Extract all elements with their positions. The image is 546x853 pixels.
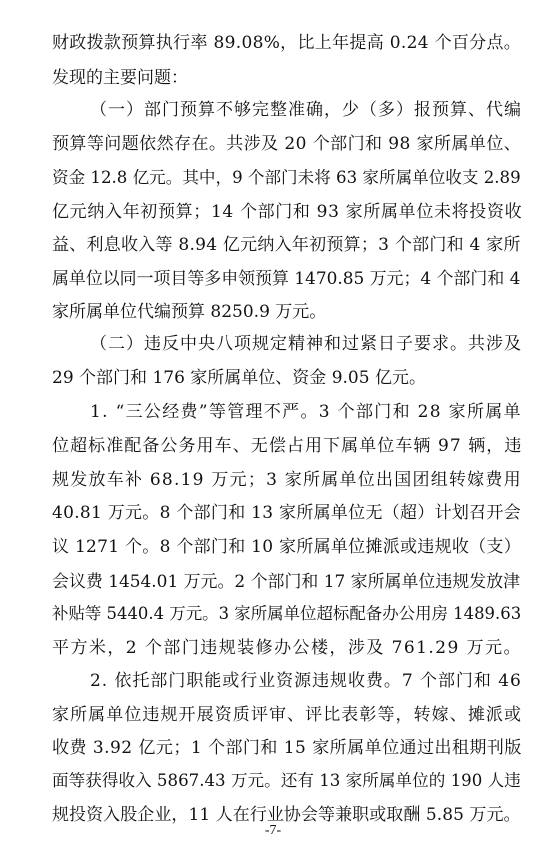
text-line: 会议费 1454.01 万元。2 个部门和 17 家所属单位违规发放津 <box>52 571 521 591</box>
text-line: 1. “三公经费”等管理不严。3 个部门和 28 家所属单 <box>90 402 522 422</box>
page-number: -7- <box>264 823 282 838</box>
text-line: 补贴等 5440.4 万元。3 家所属单位超标配备办公用房 1489.63 <box>52 604 522 623</box>
text-line: 财政拨款预算执行率 89.08%，比上年提高 0.24 个百分点。 <box>52 33 522 53</box>
text-line: 亿元纳入年初预算；14 个部门和 93 家所属单位未将投资收 <box>52 202 523 222</box>
text-line: 40.81 万元。8 个部门和 13 家所属单位无（超）计划召开会 <box>52 503 521 523</box>
text-line: 29 个部门和 176 家所属单位、资金 9.05 亿元。 <box>52 368 426 388</box>
text-line: （二）违反中央八项规定精神和过紧日子要求。共涉及 <box>90 334 522 354</box>
text-line: 2. 依托部门职能或行业资源违规收费。7 个部门和 46 <box>90 671 522 691</box>
text-line: 议 1271 个。8 个部门和 10 家所属单位摊派或违规收（支） <box>52 537 521 557</box>
text-line: 家所属单位违规开展资质评审、评比表彰等，转嫁、摊派或 <box>52 705 523 725</box>
text-line: （一）部门预算不够完整准确，少（多）报预算、代编 <box>90 100 522 120</box>
text-line: 平方米，2 个部门违规装修办公楼，涉及 761.29 万元。 <box>52 638 523 658</box>
text-line: 面等获得收入 5867.43 万元。还有 13 家所属单位的 190 人违 <box>52 771 521 790</box>
text-line: 益、利息收入等 8.94 亿元纳入年初预算；3 个部门和 4 家所 <box>52 235 521 255</box>
text-line: 预算等问题依然存在。共涉及 20 个部门和 98 家所属单位、 <box>52 134 522 154</box>
text-line: 位超标准配备公务用车、无偿占用下属单位车辆 97 辆，违 <box>52 436 523 456</box>
text-line: 属单位以同一项目等多申领预算 1470.85 万元；4 个部门和 4 <box>52 268 521 288</box>
text-line: 资金 12.8 亿元。其中，9 个部门未将 63 家所属单位收支 2.89 <box>52 168 521 187</box>
text-line: 规发放车补 68.19 万元；3 家所属单位出国团组转嫁费用 <box>52 470 522 490</box>
text-line: 发现的主要问题： <box>52 68 188 88</box>
text-line: 规投资入股企业，11 人在行业协会等兼职或取酬 5.85 万元。 <box>52 805 521 825</box>
text-line: 家所属单位代编预算 8250.9 万元。 <box>52 302 327 322</box>
text-line: 收费 3.92 亿元；1 个部门和 15 家所属单位通过出租期刊版 <box>52 738 522 758</box>
